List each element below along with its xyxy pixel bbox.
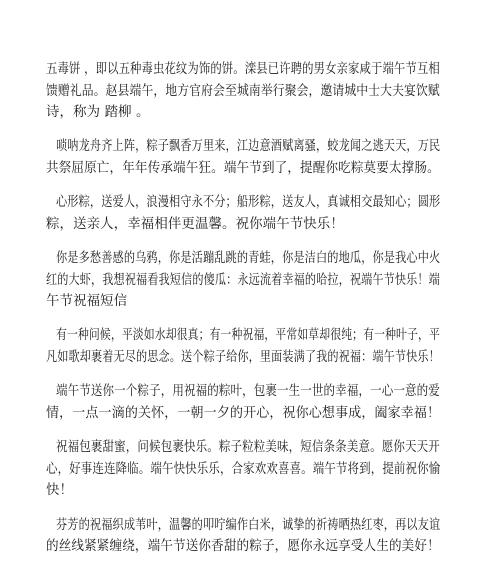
text-line: 芬芳的祝福织成苇叶，温馨的叩咛编作白米，诚挚的祈祷晒热红枣，再以友谊 bbox=[56, 517, 441, 533]
text-line: 祝福包裹甜蜜，问候包裹快乐。粽子粒粒美味，短信条条美意。愿你天天开 bbox=[56, 440, 440, 456]
text-line: 午节祝福短信 bbox=[46, 294, 128, 310]
text-line: 唢呐龙舟齐上阵，粽子飘香万里来，江边意酒赋离骚，蛟龙闻之逃天天，万民 bbox=[56, 139, 441, 155]
text-line: 有一种问候，平淡如水却很真；有一种祝福，平常如草却很纯；有一种叶子，平 bbox=[56, 328, 440, 344]
text-line: 五毒饼 ，即以五种毒虫花纹为饰的饼。滦县已许聘的男女亲家咸于端午节互相 bbox=[46, 62, 440, 77]
text-line: 的丝线紧紧缠绕，端午节送你香甜的粽子，愿你永远享受人生的美好！ bbox=[46, 539, 440, 554]
text-line: 馈赠礼品。赵县端午，地方官府会至城南举行聚会，邀请城中士大夫宴饮赋 bbox=[46, 83, 440, 99]
text-line: 情，一点一滴的关怀，一朝一夕的开心，祝你心想事成，阖家幸福！ bbox=[46, 405, 441, 421]
text-line: 心形粽，送爱人，浪漫相守永不分；船形粽，送友人，真诚相交最知心；圆形 bbox=[56, 195, 441, 211]
text-line: 端午节送你一个粽子，用祝福的粽叶，包裹一生一世的幸福，一心一意的爱 bbox=[56, 384, 440, 400]
text-line: 诗，称为 踏柳 。 bbox=[46, 105, 150, 120]
text-line: 红的大虾，我想祝福看我短信的傻瓜：永远流着幸福的哈拉，祝端午节快乐！端 bbox=[46, 272, 440, 288]
text-line: 粽，送亲人，幸福相伴更温馨。祝你端午节快乐！ bbox=[46, 216, 344, 232]
text-line: 快！ bbox=[46, 483, 74, 499]
text-line: 心，好事连连降临。端午快快乐乐，合家欢欢喜喜。端午节将到，提前祝你愉 bbox=[46, 461, 441, 477]
text-line: 凡如歌却裹着无尽的思念。送个粽子给你，里面装满了我的祝福：端午节快乐！ bbox=[46, 349, 440, 365]
text-line: 你是多愁善感的乌鸦，你是活蹦乱跳的青蛙，你是洁白的地瓜，你是我心中火 bbox=[56, 251, 441, 267]
text-line: 共祭屈原亡，年年传承端午狂。端午节到了，提醒你吃粽莫要太撑肠。 bbox=[46, 160, 440, 176]
